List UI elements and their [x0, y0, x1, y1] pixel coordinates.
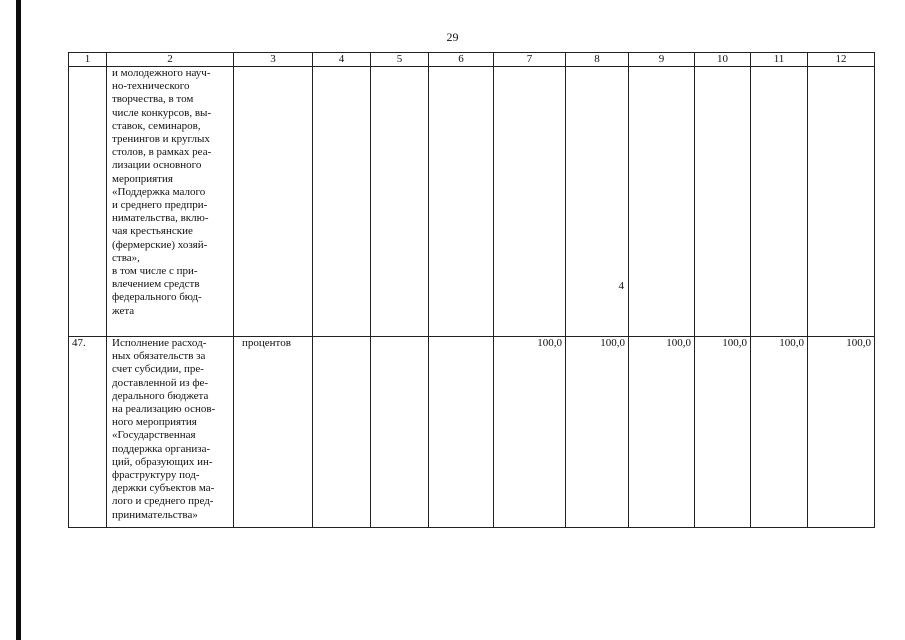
table-row [69, 67, 875, 337]
unit-cell: процентов [234, 337, 313, 528]
column-header-3: 3 [234, 53, 313, 67]
indicator-name-cell: и молодежного науч- но-технического творчества, в том числе конкурсов, вы- ставок, семинаров, тренингов и круглых столов, в рамках реа- лизации основного мероприятия «Поддержка малого и среднего предпри- нимательства, вклю- чая крестьянские (фермерские) хозяй- ства», в том числе с при- влечением средств федерального бюд- жета [107, 67, 234, 337]
value-cell-10: 100,0 [695, 337, 751, 528]
value-cell-8 [566, 67, 629, 337]
column-header-9: 9 [629, 53, 695, 67]
column-header-4: 4 [313, 53, 371, 67]
value-cell-8-text: 4 [618, 280, 624, 292]
value-cell-5 [371, 67, 429, 337]
row-number-cell [69, 67, 107, 337]
value-cell-9: 100,0 [629, 337, 695, 528]
column-header-8: 8 [566, 53, 629, 67]
value-cell-12 [808, 67, 875, 337]
row-number-cell: 47. [69, 337, 107, 528]
unit-cell [234, 67, 313, 337]
value-cell-4 [313, 337, 371, 528]
value-cell-4 [313, 67, 371, 337]
value-cell-11: 100,0 [751, 337, 808, 528]
column-header-10: 10 [695, 53, 751, 67]
value-cell-10 [695, 67, 751, 337]
value-cell-5 [371, 337, 429, 528]
scan-edge [16, 0, 21, 640]
indicator-name-cell: Исполнение расход- ных обязательств за счет субсидии, пре- доставленной из фе- дерального бюджета на реализацию основ- ного мероприятия «Государственная поддержка организа- ций, образующих ин- фраструктуру под- держки субъектов ма- лого и среднего пред- принимательства» [107, 337, 234, 528]
column-number-row [69, 53, 875, 67]
value-cell-7: 100,0 [494, 337, 566, 528]
page-number: 29 [446, 30, 459, 44]
value-cell-6 [429, 337, 494, 528]
column-header-12: 12 [808, 53, 875, 67]
value-cell-11 [751, 67, 808, 337]
column-header-7: 7 [494, 53, 566, 67]
table-row [69, 337, 875, 528]
value-cell-8: 100,0 [566, 337, 629, 528]
value-cell-7 [494, 67, 566, 337]
column-header-11: 11 [751, 53, 808, 67]
column-header-1: 1 [69, 53, 107, 67]
indicator-table [68, 52, 875, 528]
value-cell-12: 100,0 [808, 337, 875, 528]
column-header-2: 2 [107, 53, 234, 67]
column-header-5: 5 [371, 53, 429, 67]
value-cell-9 [629, 67, 695, 337]
column-header-6: 6 [429, 53, 494, 67]
value-cell-6 [429, 67, 494, 337]
